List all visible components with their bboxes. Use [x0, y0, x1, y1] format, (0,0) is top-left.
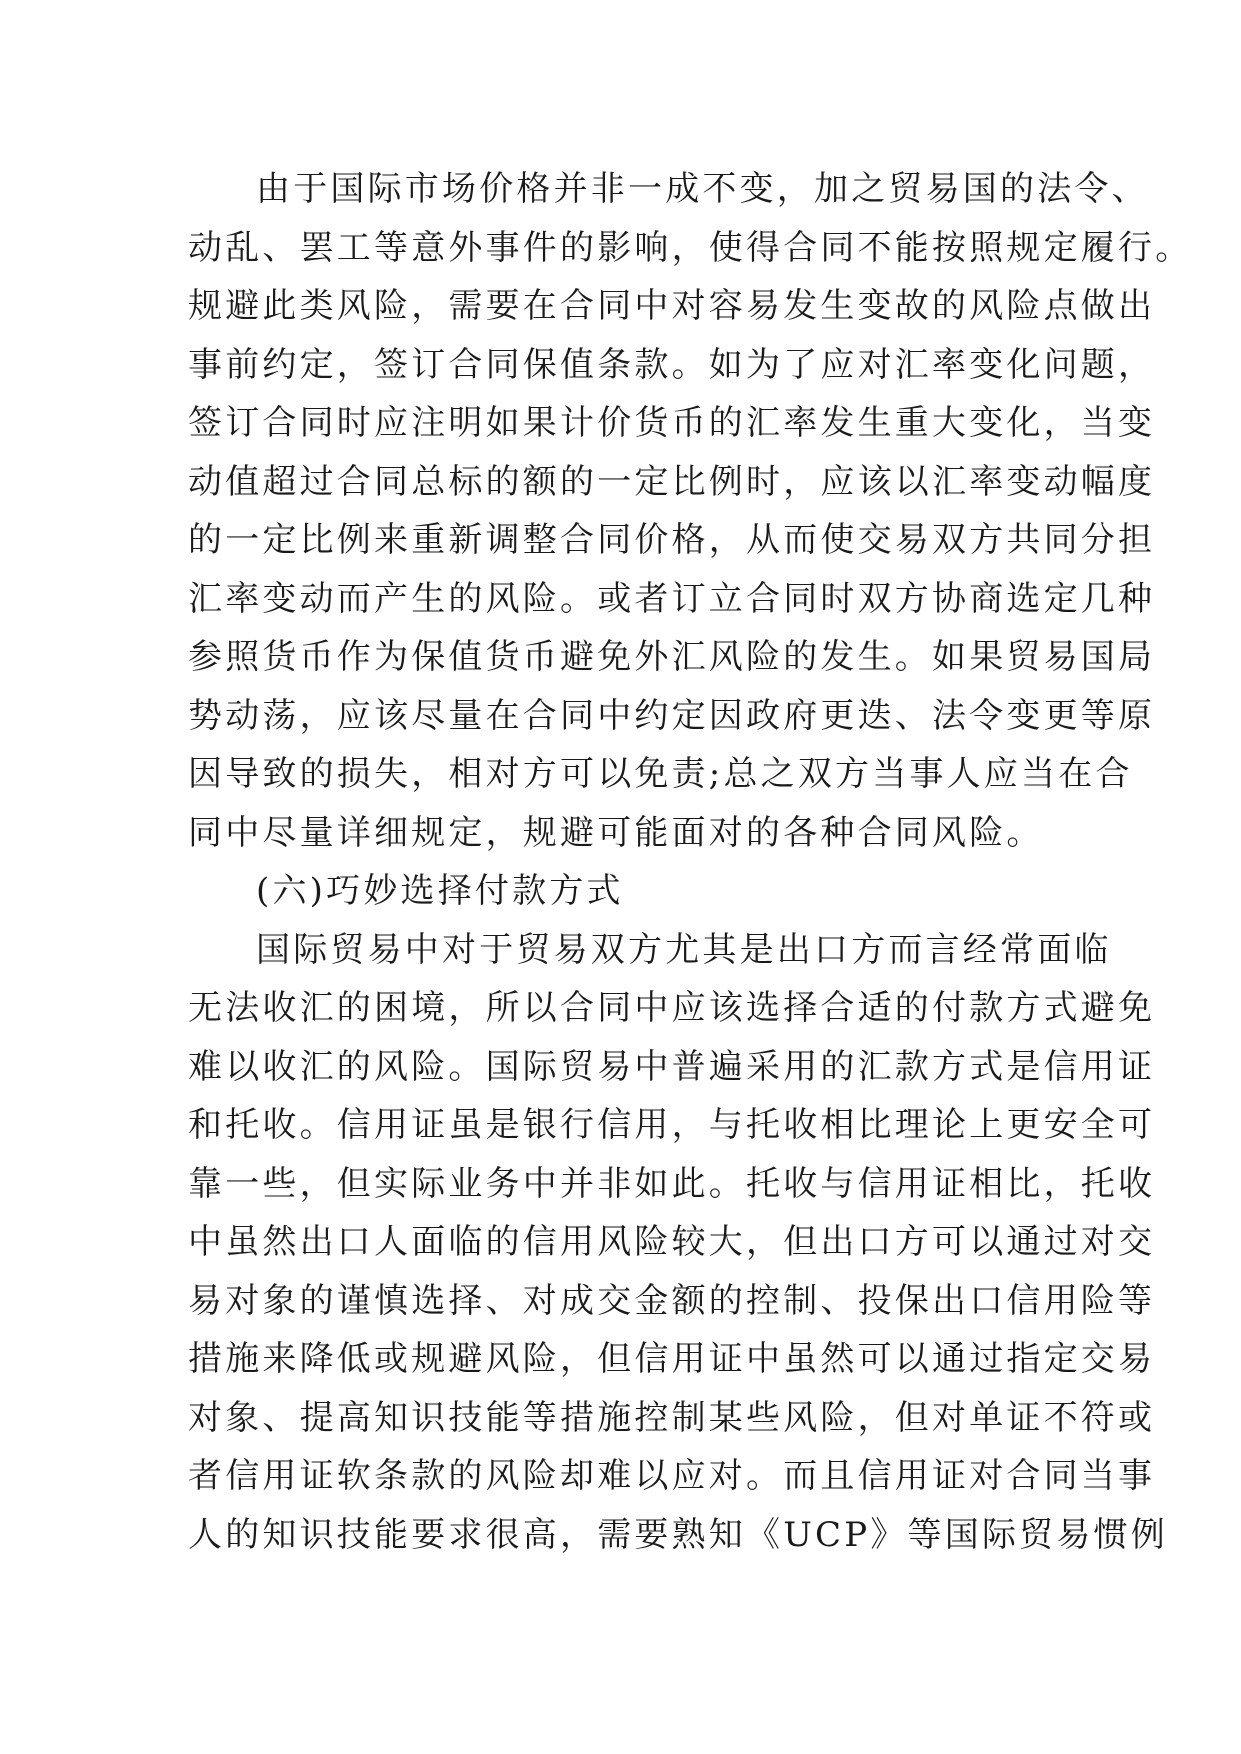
paragraph-line: 国际贸易中对于贸易双方尤其是出口方而言经常面临: [256, 929, 1112, 970]
paragraph-line: 难以收汇的风险。国际贸易中普遍采用的汇款方式是信用证: [188, 1046, 1156, 1087]
paragraph-line: 无法收汇的困境，所以合同中应该选择合适的付款方式避免: [188, 988, 1156, 1028]
section-heading: (六)巧妙选择付款方式: [256, 871, 624, 911]
paragraph-line: 靠一些，但实际业务中并非如此。托收与信用证相比，托收: [188, 1163, 1156, 1204]
paragraph-line: 签订合同时应注明如果计价货币的汇率发生重大变化，当变: [188, 403, 1156, 443]
paragraph-line: 同中尽量详细规定，规避可能面对的各种合同风险。: [188, 812, 1044, 853]
paragraph-line: 规避此类风险，需要在合同中对容易发生变故的风险点做出: [188, 286, 1156, 326]
paragraph-line: 参照货币作为保值货币避免外汇风险的发生。如果贸易国局: [188, 637, 1156, 677]
paragraph-line: 的一定比例来重新调整合同价格，从而使交易双方共同分担: [188, 520, 1156, 560]
paragraph-line: 中虽然出口人面临的信用风险较大，但出口方可以通过对交: [188, 1222, 1156, 1262]
body-text: [188, 160, 1193, 1564]
paragraph-line: 势动荡，应该尽量在合同中约定因政府更迭、法令变更等原: [188, 695, 1156, 736]
paragraph-line: 和托收。信用证虽是银行信用，与托收相比理论上更安全可: [188, 1105, 1156, 1145]
paragraph-line: 动乱、罢工等意外事件的影响，使得合同不能按照规定履行。: [188, 227, 1193, 268]
paragraph-line: 人的知识技能要求很高，需要熟知《UCP》等国际贸易惯例: [188, 1514, 1168, 1555]
paragraph-line: 者信用证软条款的风险却难以应对。而且信用证对合同当事: [188, 1456, 1156, 1496]
paragraph-line: 易对象的谨慎选择、对成交金额的控制、投保出口信用险等: [188, 1280, 1156, 1321]
paragraph-line: 由于国际市场价格并非一成不变，加之贸易国的法令、: [256, 169, 1149, 209]
paragraph-line: 因导致的损失，相对方可以免责;总之双方当事人应当在合: [188, 754, 1133, 794]
paragraph-line: 汇率变动而产生的风险。或者订立合同时双方协商选定几种: [188, 578, 1156, 619]
paragraph-line: 措施来降低或规避风险，但信用证中虽然可以通过指定交易: [188, 1339, 1156, 1379]
paragraph-line: 事前约定，签订合同保值条款。如为了应对汇率变化问题，: [188, 344, 1156, 385]
paragraph-line: 动值超过合同总标的额的一定比例时，应该以汇率变动幅度: [188, 461, 1156, 502]
paragraph-line: 对象、提高知识技能等措施控制某些风险，但对单证不符或: [188, 1397, 1156, 1438]
